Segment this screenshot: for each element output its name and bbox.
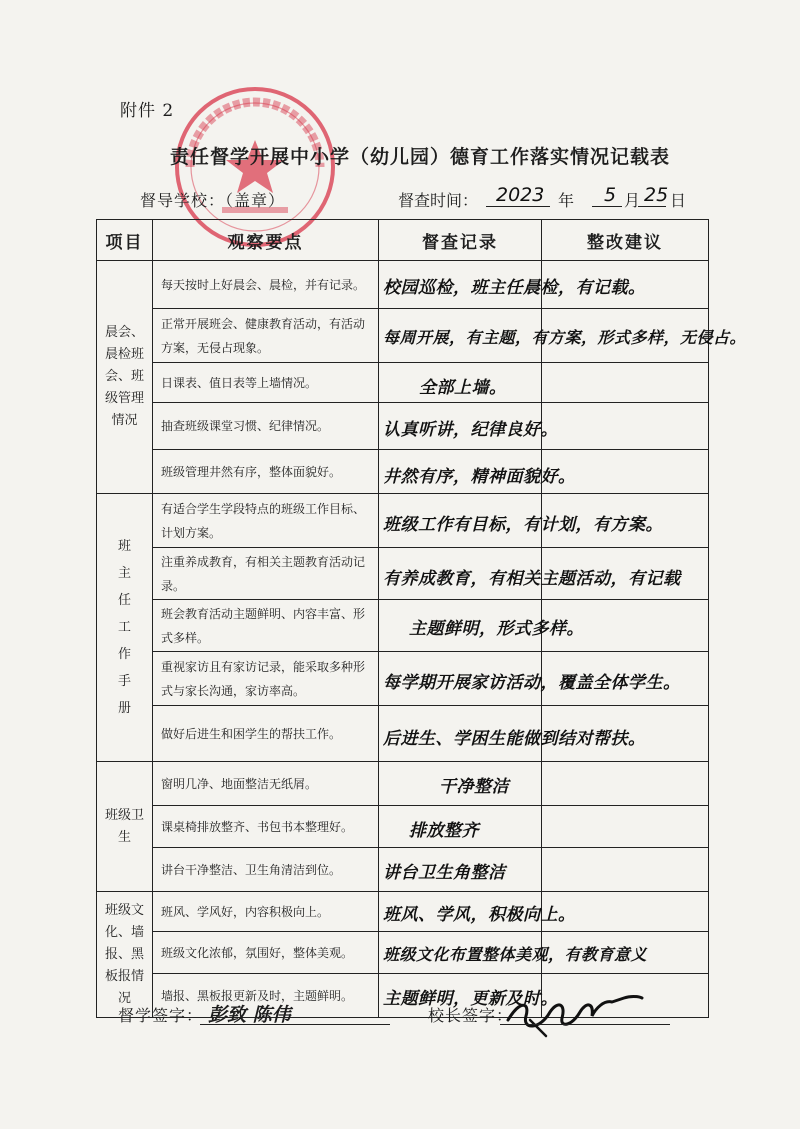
observation-point: 讲台干净整洁、卫生角清洁到位。 <box>153 848 379 892</box>
handwritten-record: 每学期开展家访活动，覆盖全体学生。 <box>383 673 681 693</box>
day-unit: 日 <box>670 191 687 210</box>
category-hygiene: 班级卫生 <box>97 762 153 892</box>
observation-point: 每天按时上好晨会、晨检，并有记录。 <box>153 261 379 309</box>
category-teacher-handbook: 班 主 任 工 作 手 册 <box>97 494 153 762</box>
advice-cell <box>542 762 709 806</box>
year-unit: 年 <box>558 191 575 210</box>
observation-point: 墙报、黑板报更新及时，主题鲜明。 <box>153 974 379 1018</box>
table-row <box>97 261 709 309</box>
record-cell <box>379 806 542 848</box>
supervision-table <box>96 219 747 1018</box>
record-cell <box>379 932 648 974</box>
observation-point: 注重养成教育，有相关主题教育活动记录。 <box>153 548 379 600</box>
principal-underline <box>500 1024 670 1025</box>
supervisor-sign-label: 督学签字： <box>118 1006 204 1025</box>
col-header-item: 项目 <box>97 220 153 261</box>
record-cell <box>379 762 542 806</box>
record-cell <box>379 309 747 363</box>
category-morning-class: 晨会、晨检班会、班级管理情况 <box>97 261 153 494</box>
supervisor-underline <box>200 1024 390 1025</box>
observation-point: 课桌椅排放整齐、书包书本整理好。 <box>153 806 379 848</box>
year-underline <box>486 206 550 207</box>
inspection-date <box>398 184 698 210</box>
record-cell <box>379 652 681 706</box>
date-day: 25 <box>644 184 669 206</box>
col-header-advice: 整改建议 <box>542 220 709 261</box>
record-cell <box>379 848 542 892</box>
table-row <box>97 762 709 806</box>
col-header-record: 督查记录 <box>379 220 542 261</box>
advice-cell <box>542 403 709 450</box>
principal-sign-label: 校长签字： <box>428 1006 514 1025</box>
form-title: 责任督学开展中小学（幼儿园）德育工作落实情况记载表 <box>169 146 670 168</box>
col-header-points: 观察要点 <box>153 220 379 261</box>
category-class-culture: 班级文化、墙报、黑板报情况 <box>97 892 153 1018</box>
observation-point: 做好后进生和困学生的帮扶工作。 <box>153 706 379 762</box>
table-row <box>97 494 709 548</box>
observation-point: 班会教育活动主题鲜明、内容丰富、形式多样。 <box>153 600 379 652</box>
table-row <box>97 363 709 403</box>
record-cell <box>379 494 663 548</box>
table-row <box>97 848 709 892</box>
observation-point: 抽查班级课堂习惯、纪律情况。 <box>153 403 379 450</box>
record-cell <box>379 261 646 309</box>
table-row <box>97 652 709 706</box>
school-label: 督导学校：（盖章） <box>140 191 286 210</box>
handwritten-record: 讲台卫生角整洁 <box>383 863 506 883</box>
table-row <box>97 806 709 848</box>
observation-point: 班风、学风好，内容积极向上。 <box>153 892 379 932</box>
observation-point: 正常开展班会、健康教育活动，有活动方案，无侵占现象。 <box>153 309 379 363</box>
table-row <box>97 600 709 652</box>
table-row <box>97 706 709 762</box>
observation-point: 日课表、值日表等上墙情况。 <box>153 363 379 403</box>
table-row <box>97 892 709 932</box>
table-row <box>97 450 709 494</box>
time-label: 督查时间： <box>398 191 479 210</box>
day-underline <box>638 206 666 207</box>
handwritten-record: 排放整齐 <box>409 821 479 841</box>
handwritten-record: 后进生、学困生能做到结对帮扶。 <box>383 729 646 749</box>
observation-point: 班级文化浓郁，氛围好，整体美观。 <box>153 932 379 974</box>
record-cell <box>379 892 576 932</box>
advice-cell <box>542 806 709 848</box>
record-cell <box>379 403 558 450</box>
handwritten-record: 每周开展，有主题，有方案，形式多样，无侵占。 <box>383 328 747 347</box>
handwritten-record: 全部上墙。 <box>419 378 507 398</box>
record-cell <box>379 600 584 652</box>
advice-cell <box>542 363 709 403</box>
table-row <box>97 548 709 600</box>
record-cell <box>379 450 576 494</box>
date-year: 2023 <box>496 184 545 206</box>
table-header-row <box>97 220 709 261</box>
month-unit: 月 <box>624 191 641 210</box>
supervisor-signature: 彭致 陈伟 <box>208 1004 291 1026</box>
handwritten-record: 主题鲜明，形式多样。 <box>409 619 584 639</box>
handwritten-record: 有养成教育，有相关主题活动，有记载 <box>383 569 681 589</box>
handwritten-record: 班级工作有目标，有计划，有方案。 <box>383 515 663 535</box>
handwritten-record: 校园巡检，班主任晨检，有记载。 <box>383 278 646 298</box>
table-row <box>97 309 709 363</box>
advice-cell <box>542 848 709 892</box>
principal-signature <box>500 990 650 1040</box>
observation-point: 班级管理井然有序，整体面貌好。 <box>153 450 379 494</box>
record-cell <box>379 363 542 403</box>
month-underline <box>592 206 622 207</box>
date-month: 5 <box>604 184 617 206</box>
handwritten-record: 主题鲜明，更新及时。 <box>383 989 558 1009</box>
observation-point: 窗明几净、地面整洁无纸屑。 <box>153 762 379 806</box>
observation-point: 有适合学生学段特点的班级工作目标、计划方案。 <box>153 494 379 548</box>
record-cell <box>379 706 646 762</box>
table-row <box>97 932 709 974</box>
handwritten-record: 干净整洁 <box>439 777 509 797</box>
handwritten-record: 认真听讲，纪律良好。 <box>383 420 558 440</box>
table-row <box>97 403 709 450</box>
handwritten-record: 井然有序，精神面貌好。 <box>383 467 576 487</box>
handwritten-record: 班级文化布置整体美观，有教育意义 <box>383 945 648 964</box>
handwritten-record: 班风、学风，积极向上。 <box>383 905 576 925</box>
observation-point: 重视家访且有家访记录，能采取多种形式与家长沟通，家访率高。 <box>153 652 379 706</box>
attachment-label: 附件 2 <box>120 101 175 121</box>
record-cell <box>379 548 681 600</box>
